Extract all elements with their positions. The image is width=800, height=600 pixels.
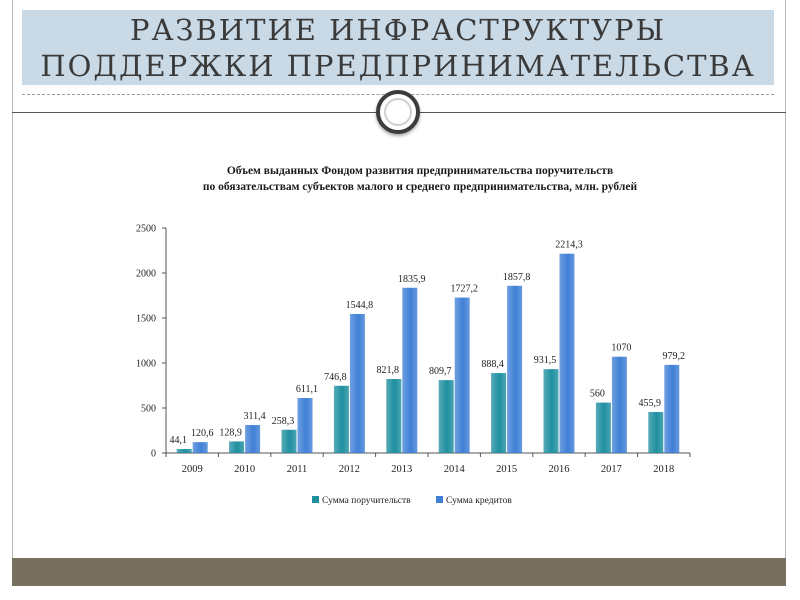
x-tick-label: 2013 (391, 464, 413, 475)
bar-credits-2013 (402, 288, 417, 453)
bar-credits-2012 (350, 314, 365, 453)
x-tick-label: 2012 (338, 464, 360, 475)
bar-guarantees-2015 (491, 373, 506, 453)
data-label-guarantees-2016: 931,5 (533, 355, 557, 367)
x-tick-label: 2011 (286, 464, 308, 475)
legend-swatch-guarantees (312, 496, 319, 503)
y-tick-label: 0 (151, 448, 156, 460)
x-tick-label: 2009 (181, 464, 203, 475)
bar-guarantees-2013 (386, 379, 401, 453)
chart-title-line-1: Объем выданных Фондом развития предпринимательства поручительств (226, 165, 614, 177)
bar-guarantees-2010 (229, 441, 244, 453)
slide-footer-bar (12, 558, 786, 586)
x-tick-label: 2010 (234, 464, 256, 475)
bar-credits-2010 (245, 425, 260, 453)
slide-title-line-2: ПОДДЕРЖКИ ПРЕДПРИНИМАТЕЛЬСТВА (40, 48, 756, 83)
x-tick-label: 2015 (496, 464, 518, 475)
bar-guarantees-2012 (334, 386, 349, 453)
data-label-credits-2012: 1544,8 (345, 299, 374, 311)
x-tick-label: 2014 (443, 464, 465, 475)
data-label-credits-2013: 1835,9 (398, 273, 426, 285)
bar-credits-2015 (507, 286, 522, 453)
chart-legend (312, 496, 512, 506)
data-label-guarantees-2013: 821,8 (376, 365, 400, 377)
legend-label-credits: Сумма кредитов (446, 496, 512, 506)
data-label-guarantees-2018: 455,9 (638, 397, 662, 409)
bar-credits-2018 (664, 365, 679, 453)
bar-guarantees-2018 (648, 412, 663, 453)
data-label-guarantees-2017: 560 (589, 388, 605, 400)
bar-guarantees-2016 (544, 369, 559, 453)
data-label-guarantees-2014: 809,7 (428, 366, 452, 378)
data-label-credits-2010: 311,4 (243, 410, 266, 422)
data-label-guarantees-2009: 44,1 (169, 435, 187, 447)
x-tick-label: 2017 (600, 464, 622, 475)
x-axis-ticks (166, 453, 690, 475)
bar-guarantees-2009 (177, 449, 192, 453)
chart-title-line-2: по обязательствам субъектов малого и среднего предпринимательства, млн. рублей (202, 181, 638, 193)
data-label-credits-2009: 120,6 (190, 428, 214, 440)
y-axis-ticks (136, 224, 166, 460)
data-label-credits-2016: 2214,3 (555, 239, 583, 251)
data-label-guarantees-2015: 888,4 (481, 359, 504, 371)
x-tick-label: 2018 (653, 464, 675, 475)
legend-label-guarantees: Сумма поручительств (322, 496, 411, 506)
y-tick-label: 1000 (136, 358, 156, 370)
bar-guarantees-2011 (282, 430, 297, 453)
bar-credits-2009 (193, 442, 208, 453)
data-label-credits-2015: 1857,8 (502, 271, 531, 283)
data-label-credits-2018: 979,2 (662, 350, 686, 362)
y-tick-label: 1500 (136, 313, 156, 325)
bars-group (177, 254, 680, 453)
data-label-guarantees-2010: 128,9 (219, 427, 242, 439)
bar-credits-2011 (298, 398, 313, 453)
data-label-credits-2014: 1727,2 (450, 283, 478, 295)
bar-guarantees-2014 (439, 380, 454, 453)
data-label-credits-2017: 1070 (611, 342, 632, 354)
y-tick-label: 2000 (136, 268, 156, 280)
data-label-credits-2011: 611,1 (295, 384, 319, 396)
y-tick-label: 2500 (136, 223, 156, 235)
bar-credits-2016 (560, 254, 575, 453)
bar-credits-2017 (612, 357, 627, 453)
bar-guarantees-2017 (596, 403, 611, 453)
bar-credits-2014 (455, 298, 470, 453)
data-label-guarantees-2012: 746,8 (324, 371, 347, 383)
x-tick-label: 2016 (548, 464, 570, 475)
y-tick-label: 500 (141, 403, 156, 415)
legend-swatch-credits (436, 496, 443, 503)
slide-title-line-1: РАЗВИТИЕ ИНФРАСТРУКТУРЫ (129, 12, 667, 47)
data-label-guarantees-2011: 258,3 (271, 415, 295, 427)
